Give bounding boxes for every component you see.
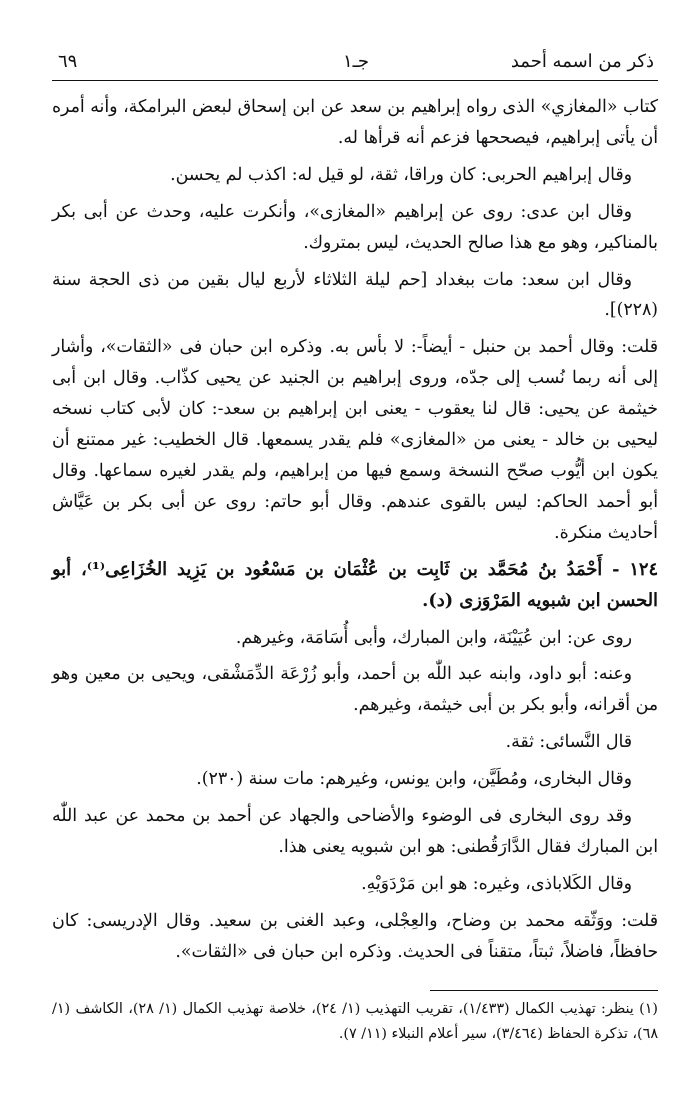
paragraph: وقال إبراهيم الحربى: كان وراقا، ثقة، لو قيل له: اكذب لم يحسن. [170, 164, 632, 185]
entry-line: قال النَّسائى: ثقة. [505, 732, 632, 753]
footnote-divider [430, 990, 658, 991]
entry-line: قلت: ووَثّقه محمد بن وضاح، والعِجْلى، وعبد الغنى بن سعيد. وقال الإدريسى: كان حافظاً، فاضلاً، ثبتاً، متقناً فى الحديث. وذكره ابن حبان فى «الثقات». [52, 910, 658, 962]
entry-line: روى عن: ابن عُيَيْنَة، وابن المبارك، وأبى أُسَامَة، وغيرهم. [235, 627, 632, 648]
entry-line: وعنه: أبو داود، وابنه عبد اللّٰه بن أحمد، وأبو زُرْعَة الدِّمَشْقى، ويحيى بن معين وهو من أقرانه، وأبو بكر بن أبى خيثمة، وغيرهم. [52, 664, 658, 716]
entry-line: وقال الكَلاباذى، وغيره: هو ابن مَرْدَوَيْهِ. [361, 873, 632, 894]
entry-line: وقال البخارى، ومُطَيَّن، وابن يونس، وغيرهم: مات سنة (٢٣٠). [196, 769, 632, 790]
paragraph: وقال ابن عدى: روى عن إبراهيم «المغازى»، وأنكرت عليه، وحدث عن أبى بكر بالمناكير، وهو مع هذا صالح الحديث، ليس بمتروك. [52, 201, 658, 253]
footnote: (١) ينظر: تهذيب الكمال (١/٤٣٣)، تقريب التهذيب (١/ ٢٤)، خلاصة تهذيب الكمال (١/ ٢٨)، الكاشف (١/ ٦٨)، تذكرة الحفاظ (٣/٤٦٤)، سير أعلام النبلاء (١١/ ٧). [52, 1001, 658, 1042]
main-text [52, 92, 658, 968]
volume-label: جـ١ [342, 51, 370, 72]
header-title: ذكر من اسمه أحمد [510, 51, 654, 72]
header-divider [52, 80, 658, 81]
paragraph: وقال ابن سعد: مات ببغداد [حم ليلة الثلاثاء لأربع ليال بقين من ذى الحجة سنة (٢٢٨)]. [52, 269, 658, 321]
entry-heading: ١٢٤ - أَحْمَدُ بنُ مُحَمَّد بن ثَابِت بن عُثْمَان بن مَسْعُود بن يَزِيد الخُزَاعِى⁽¹⁾، أبو الحسن ابن شبويه المَرْوَزى (د). [52, 558, 658, 611]
page-number: ٦٩ [58, 51, 78, 72]
footnotes [52, 997, 658, 1047]
entry-line: وقد روى البخارى فى الوضوء والأضاحى والجهاد عن أحمد بن محمد عن عبد اللّٰه ابن المبارك فقال الدَّارَقُطنى: هو ابن شبويه يعنى هذا. [52, 806, 658, 857]
paragraph: كتاب «المغازي» الذى رواه إبراهيم بن سعد عن ابن إسحاق لبعض البرامكة، وأنه أمره أن يأتى إبراهيم، فيصححها فزعم أنه قرأها له. [52, 97, 658, 148]
paragraph: قلت: وقال أحمد بن حنبل - أيضاً-: لا بأس به. وذكره ابن حبان فى «الثقات»، وأشار إلى أنه ربما نُسب إلى جدّه، وروى إبراهيم بن الجنيد عن يحيى كذّاب. وقال ابن أبى خيثمة عن يحيى: قال لنا يعقوب - يعنى ابن إبراهيم بن سعد-: كان لأبى كتاب نسخه ليحيى بن خالد - يعنى من «المغازى» فلم يقدر يسمعها. قال الخطيب: غير ممتنع أن يكون ابن أيُّوب صحّح النسخة وسمع فيها من إبراهيم، ولم يقدر لغيره سماعها. وقال أبو أحمد الحاكم: ليس بالقوى عندهم. وقال أبو حاتم: روى عن أبى بكر بن عَيَّاش أحاديث منكرة. [52, 337, 658, 543]
running-header [58, 50, 654, 76]
